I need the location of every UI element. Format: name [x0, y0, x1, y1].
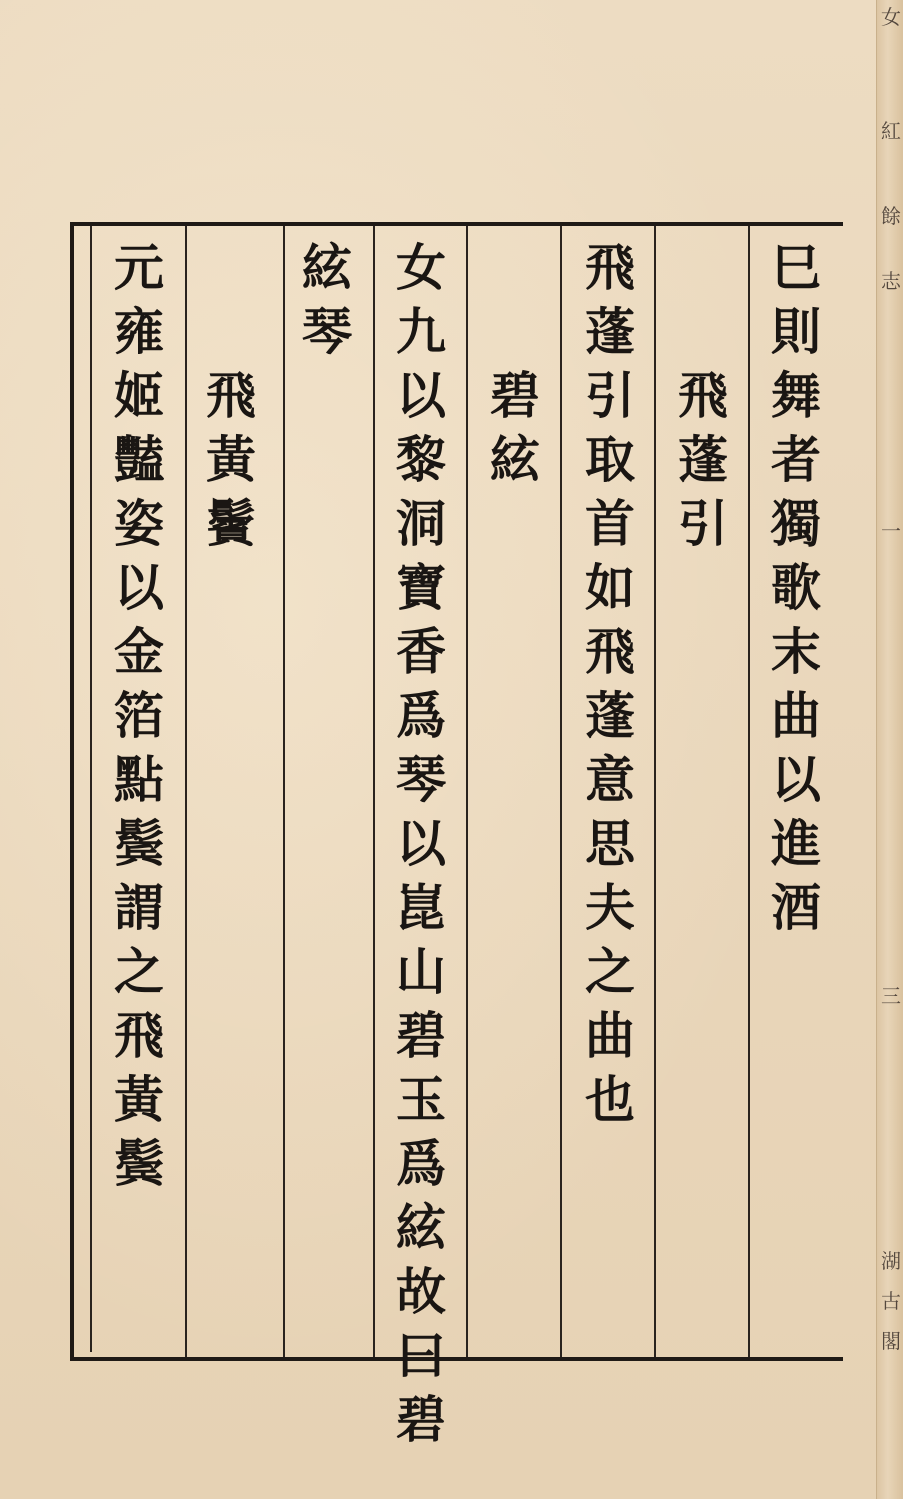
margin-publisher-2: 古	[881, 1289, 901, 1313]
column-character: 飛	[585, 622, 635, 681]
column-character: 蓬	[678, 430, 728, 489]
column-character: 鬓	[114, 814, 164, 873]
column-character: 山	[396, 942, 446, 1001]
margin-publisher-3: 閣	[881, 1329, 901, 1353]
column-character: 黃	[114, 1070, 164, 1129]
margin-char-4: 志	[881, 269, 901, 293]
column-character: 意	[585, 750, 635, 809]
column-character: 以	[396, 366, 446, 425]
column-character: 箔	[114, 686, 164, 745]
column-rule	[748, 226, 750, 1357]
column-character: 以	[396, 814, 446, 873]
margin-char-3: 餘	[881, 204, 901, 228]
text-column-5	[390, 236, 452, 1452]
column-character: 者	[771, 430, 821, 489]
column-character: 曰	[396, 1326, 446, 1385]
column-character: 引	[678, 494, 728, 553]
column-character: 元	[114, 238, 164, 297]
column-character: 末	[771, 622, 821, 681]
column-character: 謂	[114, 878, 164, 937]
column-character: 爲	[396, 1134, 446, 1193]
column-character: 琴	[302, 302, 352, 361]
text-column-4	[484, 236, 546, 492]
column-character: 曲	[771, 686, 821, 745]
column-character: 鬢	[206, 494, 256, 553]
column-character: 絃	[302, 238, 352, 297]
margin-char-1: 女	[881, 5, 901, 29]
column-character: 故	[396, 1262, 446, 1321]
column-character: 姬	[114, 366, 164, 425]
text-column-2	[672, 236, 734, 556]
column-character: 飛	[114, 1006, 164, 1065]
column-character: 洞	[396, 494, 446, 553]
column-character: 蓬	[585, 686, 635, 745]
column-rule	[560, 226, 562, 1357]
column-character: 絃	[396, 1198, 446, 1257]
column-character: 寶	[396, 558, 446, 617]
column-character: 酒	[771, 878, 821, 937]
column-character: 引	[585, 366, 635, 425]
margin-char-2: 紅	[881, 119, 901, 143]
column-character: 玉	[396, 1070, 446, 1129]
column-character: 黎	[396, 430, 446, 489]
column-rule	[373, 226, 375, 1357]
column-character: 飛	[678, 366, 728, 425]
column-rule	[654, 226, 656, 1357]
column-character: 巳	[771, 238, 821, 297]
column-character: 豔	[114, 430, 164, 489]
column-character: 夫	[585, 878, 635, 937]
column-character: 之	[114, 942, 164, 1001]
text-column-1	[765, 236, 827, 940]
column-character: 獨	[771, 494, 821, 553]
margin-page-number: 三	[881, 984, 901, 1008]
column-rule	[283, 226, 285, 1357]
column-character: 也	[585, 1070, 635, 1129]
column-character: 以	[771, 750, 821, 809]
column-character: 蓬	[585, 302, 635, 361]
column-character: 點	[114, 750, 164, 809]
column-character: 首	[585, 494, 635, 553]
column-character: 黃	[206, 430, 256, 489]
column-character: 姿	[114, 494, 164, 553]
column-character: 金	[114, 622, 164, 681]
column-character: 飛	[585, 238, 635, 297]
column-character: 之	[585, 942, 635, 1001]
margin-publisher-1: 湖	[881, 1249, 901, 1273]
column-character: 則	[771, 302, 821, 361]
column-character: 碧	[396, 1006, 446, 1065]
column-character: 雍	[114, 302, 164, 361]
column-character: 琴	[396, 750, 446, 809]
column-character: 碧	[490, 366, 540, 425]
column-character: 取	[585, 430, 635, 489]
column-character: 舞	[771, 366, 821, 425]
text-column-3	[579, 236, 641, 1132]
column-character: 如	[585, 558, 635, 617]
column-character: 碧	[396, 1390, 446, 1449]
column-character: 歌	[771, 558, 821, 617]
column-character: 香	[396, 622, 446, 681]
margin-char-5: 一	[881, 519, 901, 543]
column-character: 曲	[585, 1006, 635, 1065]
frame-inner-left-rule	[90, 226, 92, 1352]
column-character: 女	[396, 238, 446, 297]
column-character: 進	[771, 814, 821, 873]
column-rule	[185, 226, 187, 1357]
column-character: 爲	[396, 686, 446, 745]
column-rule	[466, 226, 468, 1357]
column-character: 絃	[490, 430, 540, 489]
column-character: 九	[396, 302, 446, 361]
text-column-7	[200, 236, 262, 556]
column-character: 鬓	[114, 1134, 164, 1193]
column-character: 崑	[396, 878, 446, 937]
column-character: 思	[585, 814, 635, 873]
text-column-8	[108, 236, 170, 1196]
column-character: 飛	[206, 366, 256, 425]
text-column-6	[296, 236, 358, 364]
column-character: 以	[114, 558, 164, 617]
